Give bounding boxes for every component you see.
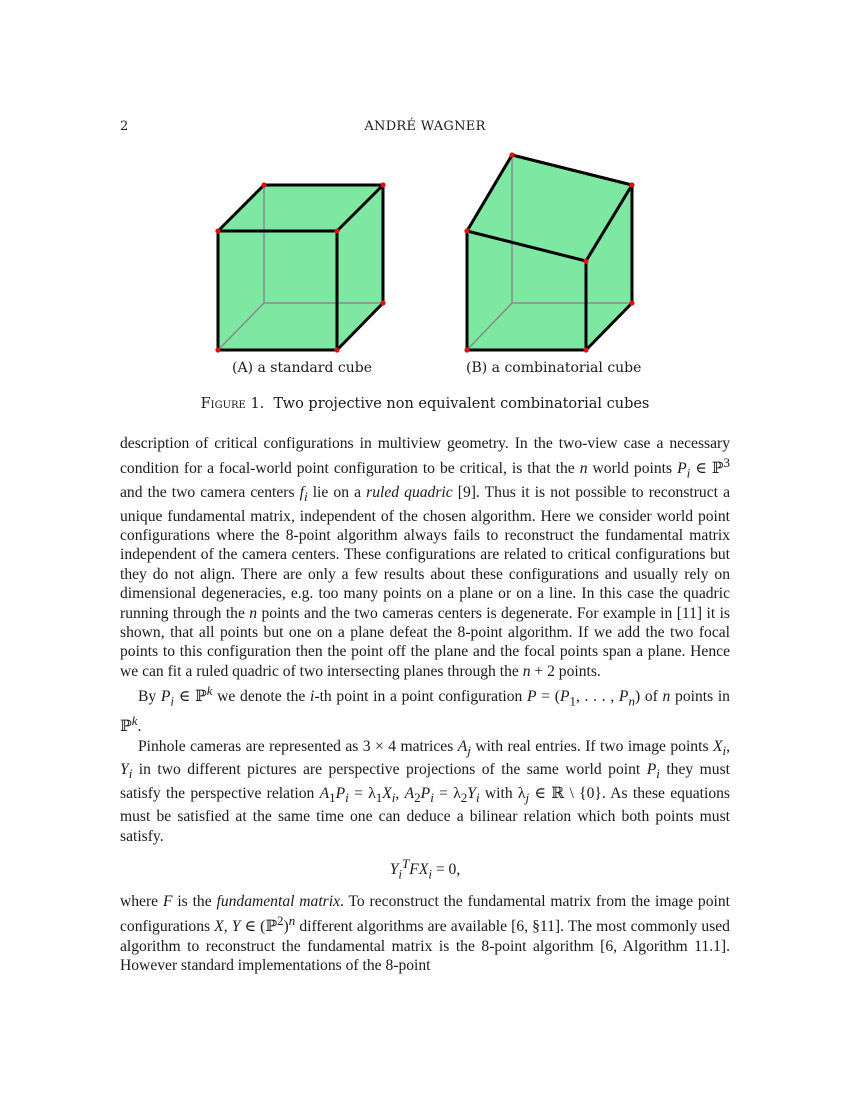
vertex [509, 152, 514, 157]
ruled-quadric-term: ruled quadric [366, 484, 453, 502]
vertex [334, 347, 339, 352]
vertex [380, 300, 385, 305]
subcaption-a-label: (A) [232, 360, 254, 376]
vertex [464, 347, 469, 352]
fundamental-matrix-term: fundamental matrix [216, 892, 341, 910]
vertex [261, 182, 266, 187]
vertex [629, 300, 634, 305]
paragraph: where F is the fundamental matrix. To reconstruct the fundamental matrix from the image point configurations X, Y ∈ (ℙ$^2$)$^n$ different algorithms are available [6, §11]. The most commonly used algorithm to reconstruct the fundamental matrix is the 8-point algorithm [6, Algorithm 11.1]. However standard implementations of the 8-point [120, 892, 730, 975]
vertex [629, 182, 634, 187]
subcaption-b [466, 360, 641, 376]
vertex [380, 182, 385, 187]
vertex [334, 228, 339, 233]
subcaption-b-text: a combinatorial cube [491, 360, 642, 376]
figure-caption-text: Two projective non equivalent combinatorial cubes [273, 396, 650, 412]
vertex [464, 228, 469, 233]
vertex [215, 228, 220, 233]
page-number: 2 [120, 119, 129, 134]
vertex [583, 347, 588, 352]
display-equation: $Y_i^TFX_i = 0$, [389, 855, 461, 882]
paragraph: description of critical configurations in multiview geometry. In the two-view case a necessary condition for a focal-world point configuration to be critical, is that the n world points $P_i$ ∈ ℙ$^3$ and the two camera centers $f_i$ lie on a ruled quadric [9]. Thus it is not possible to reconstruct a unique fundamental matrix, independent of the chosen algorithm. Here we consider world point configurations where the 8-point algorithm always fails to reconstruct the fundamental matrix independent of the camera centers. These configurations are related to critical configurations but they do not align. There are only a few results about these configurations and usually rely on dimensional degeneracies, e.g. too many points on a plane or on a line. In this case the quadric running through the n points and the two cameras centers is degenerate. For example in [11] it is shown, that all points but one on a plane defeat the 8-point algorithm. If we add the two focal points to this configuration then the point off the plane and the focal points span a plane. Hence we can fit a ruled quadric of two intersecting planes through the n + 2 points. [120, 435, 730, 680]
paragraph: Pinhole cameras are represented as 3 × 4 matrices $A_j$ with real entries. If two image points $X_i$, $Y_i$ in two different pictures are perspective projections of the same world point $P_i$ they must satisfy the perspective relation $A_1P_i = \lambda_1X_i$, $A_2P_i = \lambda_2Y_i$ with $\lambda_j$ ∈ ℝ \ {0}. As these equations must be satisfied at the same time one can deduce a bilinear relation which both points must satisfy. [120, 737, 731, 845]
running-head-author: ANDRÉ WAGNER [364, 119, 486, 134]
vertex [583, 258, 588, 263]
subcaption-b-label: (B) [466, 360, 488, 376]
vertex [215, 347, 220, 352]
paragraph: By $P_i$ ∈ ℙ$^k$ we denote the i-th point in a point configuration $P = (P_1$, . . . , $P_n$) of n points in ℙ$^k$. [120, 683, 730, 736]
figure-caption-label: Figure 1. [200, 396, 265, 412]
figure-standard-cube [0, 0, 850, 400]
figure-caption [120, 396, 730, 412]
subcaption-a [232, 360, 372, 376]
subcaption-a-text: a standard cube [257, 360, 372, 376]
body-text [120, 434, 730, 975]
